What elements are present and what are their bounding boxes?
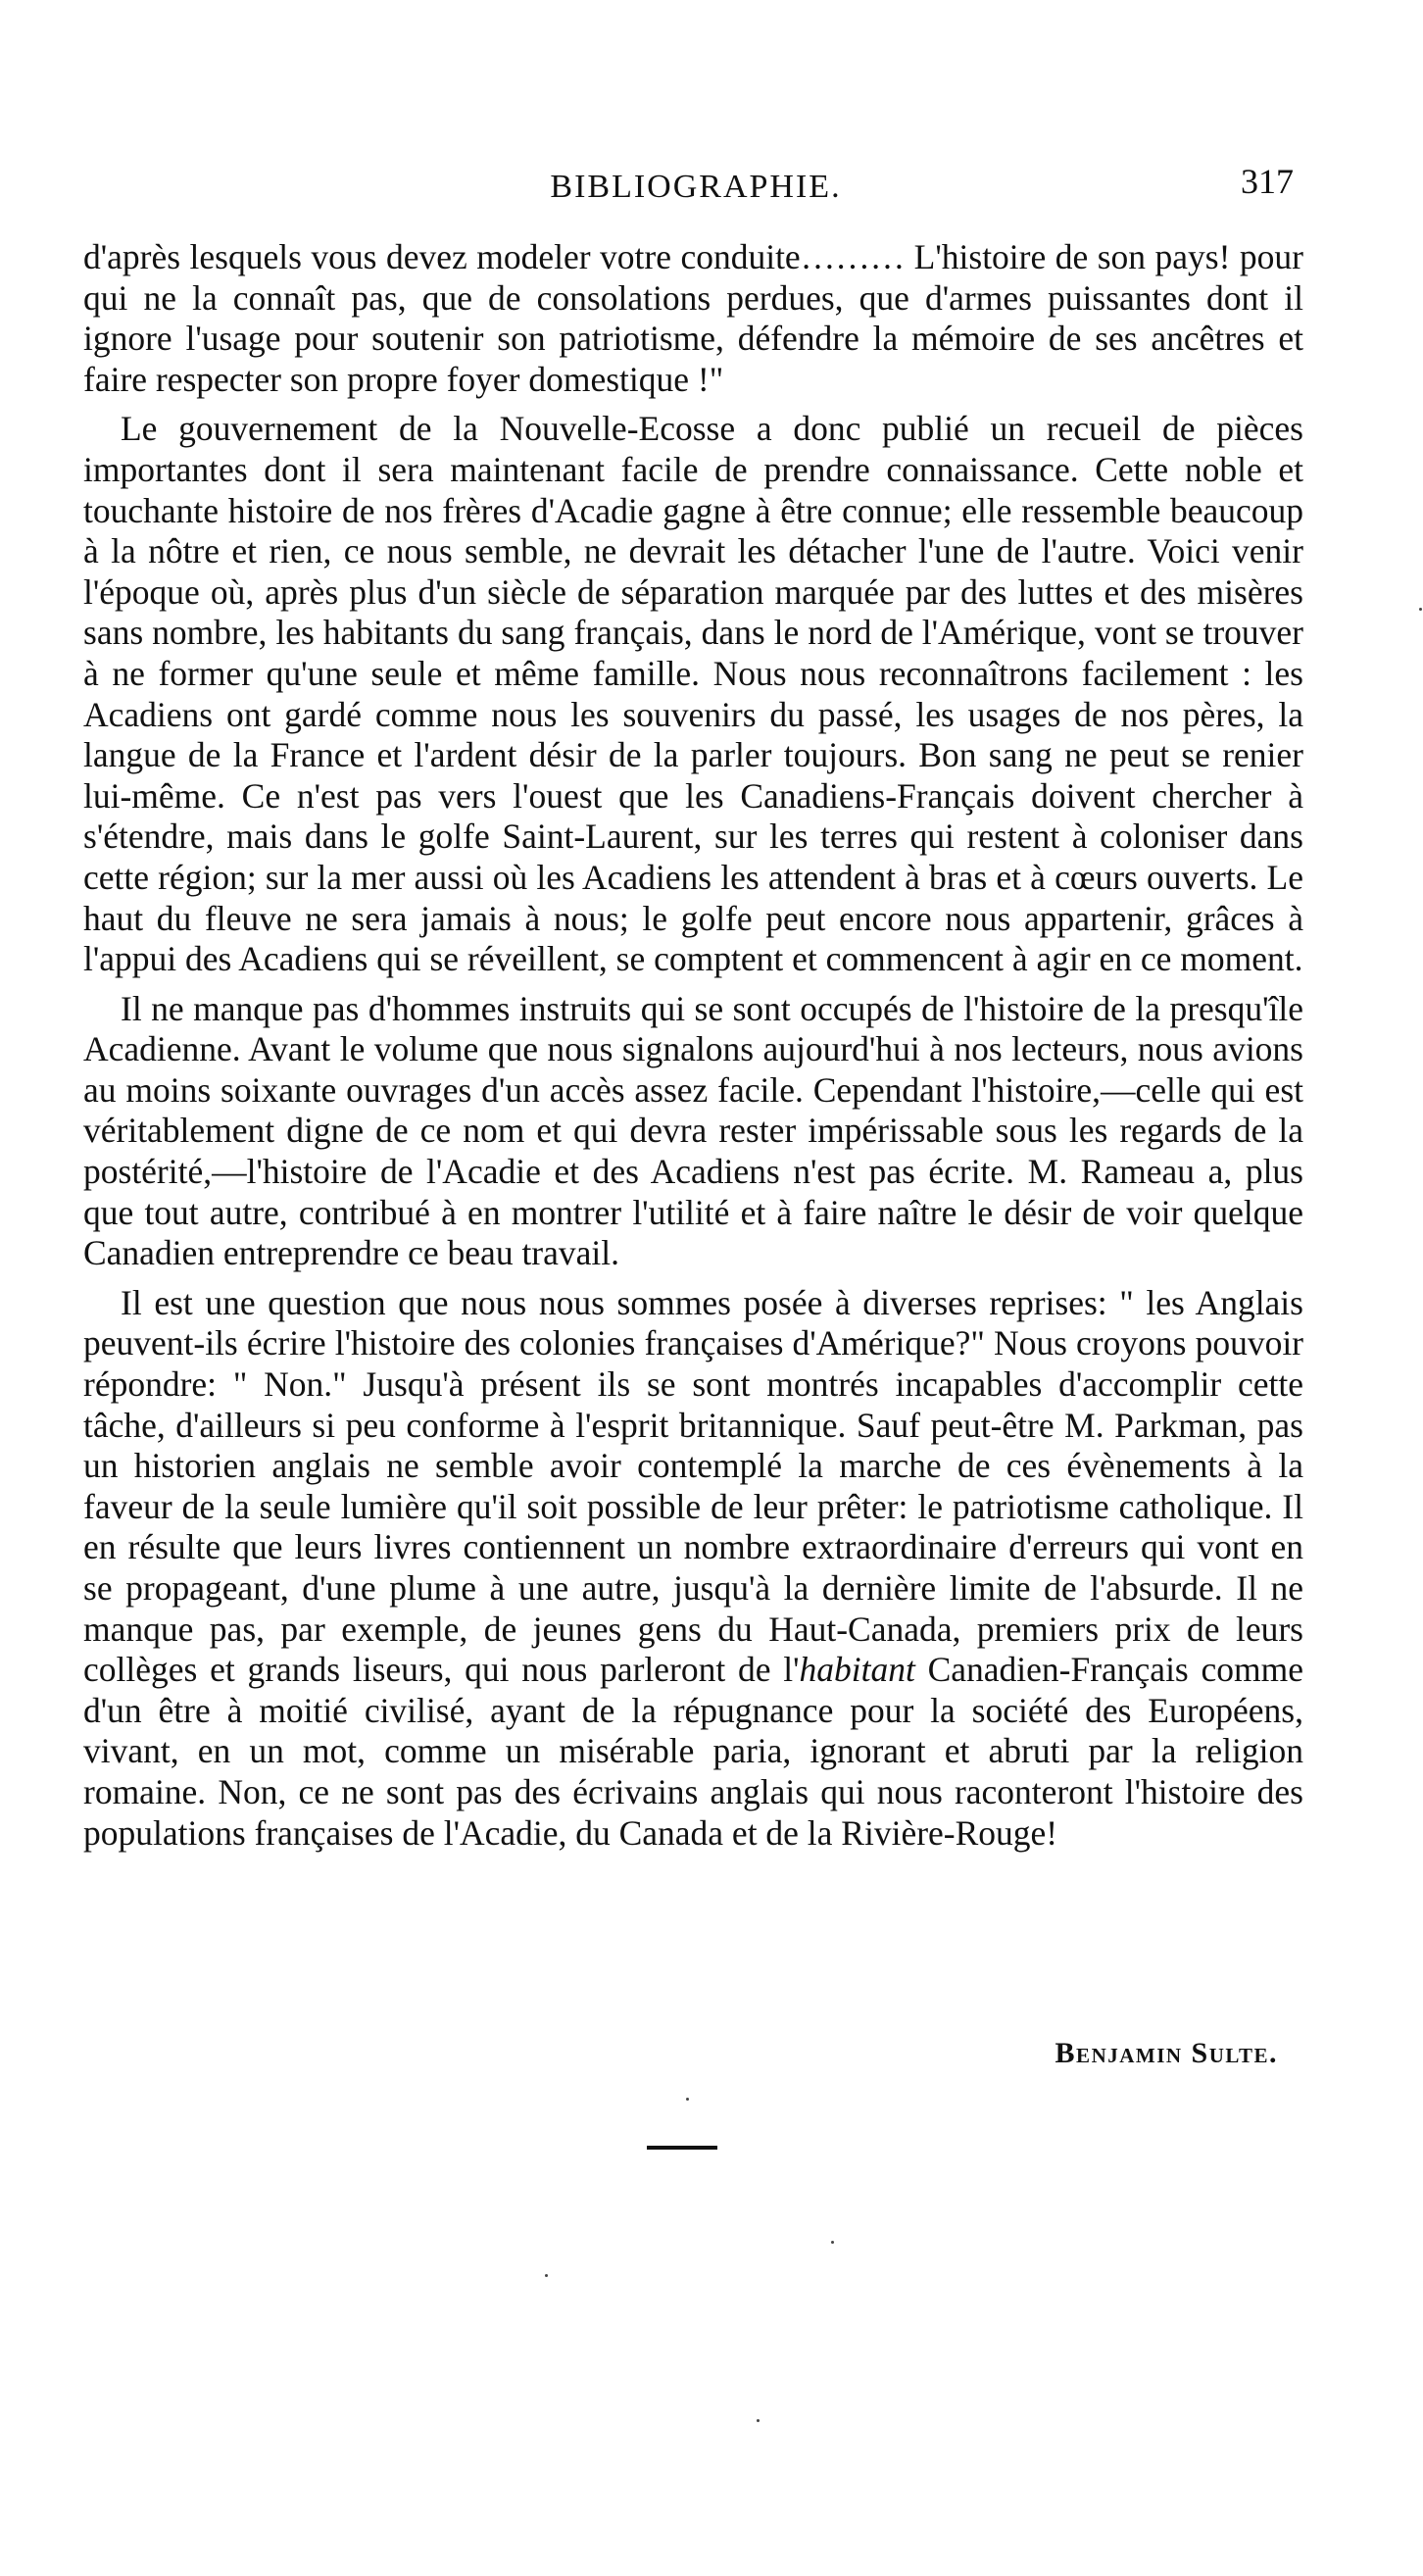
print-speck	[831, 2241, 834, 2244]
section-end-rule	[647, 2146, 717, 2150]
print-speck	[545, 2274, 548, 2277]
body-text	[83, 237, 1303, 1862]
paragraph-nouvelle-ecosse: Le gouvernement de la Nouvelle-Ecosse a donc publié un recueil de pièces importantes dont il sera maintenant facile de prendre connaissance. Cette noble et touchante histoire de nos frères d'Acadie gagne à être connue; elle ressemble beaucoup à la nôtre et rien, ce nous semble, ne devrait les détacher l'une de l'autre. Voici venir l'époque où, après plus d'un siècle de séparation marquée par des luttes et des misères sans nombre, les habitants du sang français, dans le nord de l'Amérique, vont se trouver à ne former qu'une seule et même famille. Nous nous reconnaîtrons facilement : les Acadiens ont gardé comme nous les souvenirs du passé, les usages de nos pères, la langue de la France et l'ardent désir de la parler toujours. Bon sang ne peut se renier lui-même. Ce n'est pas vers l'ouest que les Canadiens-Français doivent chercher à s'étendre, mais dans le golfe Saint-Laurent, sur les terres qui restent à coloniser dans cette région; sur la mer aussi où les Acadiens les attendent à bras et à cœurs ouverts. Le haut du fleuve ne sera jamais à nous; le golfe peut encore nous appartenir, grâces à l'appui des Acadiens qui se réveillent, se comptent et commencent à agir en ce moment.	[83, 409, 1303, 979]
print-speck	[686, 2098, 689, 2101]
paragraph-quote-end: d'après lesquels vous devez modeler votre conduite……… L'histoire de son pays! pour qui ne la connaît pas, que de consolations perdues, que d'armes puissantes dont il ignore l'usage pour soutenir son patriotisme, défendre la mémoire de ses ancêtres et faire respecter son propre foyer domestique !"	[83, 237, 1303, 399]
print-speck	[757, 2419, 760, 2422]
page-number: 317	[1241, 162, 1294, 201]
paragraph-question-anglais-part2: Canadien-Français comme d'un être à moitié civilisé, ayant de la répugnance pour la société des Européens, vivant, en un mot, comme un misérable paria, ignorant et abruti par la religion romaine. Non, ce ne sont pas des écrivains anglais qui nous raconteront l'histoire des populations françaises de l'Acadie, du Canada et de la Rivière-Rouge!	[83, 1650, 1303, 1853]
print-speck	[1419, 608, 1422, 611]
paragraph-presquile-acadienne: Il ne manque pas d'hommes instruits qui se sont occupés de l'histoire de la presqu'île Acadienne. Avant le volume que nous signalons aujourd'hui à nos lecteurs, nous avions au moins soixante ouvrages d'un accès assez facile. Cependant l'histoire,—celle qui est véritablement digne de ce nom et qui devra rester impérissable sous les regards de la postérité,—l'histoire de l'Acadie et des Acadiens n'est pas écrite. M. Rameau a, plus que tout autre, contribué à en montrer l'utilité et à faire naître le désir de voir quelque Canadien entreprendre ce beau travail.	[83, 988, 1303, 1273]
paragraph-question-anglais	[83, 1283, 1303, 1854]
running-head	[118, 162, 1294, 218]
running-title: BIBLIOGRAPHIE.	[550, 169, 842, 205]
emphasis-habitant: habitant	[799, 1650, 915, 1690]
paragraph-question-anglais-part1: Il est une question que nous nous sommes posée à diverses reprises: " les Anglais peuvent-ils écrire l'histoire des colonies françaises d'Amérique?" Nous croyons pouvoir répondre: " Non." Jusqu'à présent ils se sont montrés incapables d'accomplir cette tâche, d'ailleurs si peu conforme à l'esprit britannique. Sauf peut-être M. Parkman, pas un historien anglais ne semble avoir contemplé la marche de ces évènements à la faveur de la seule lumière qu'il soit possible de leur prêter: le patriotisme catholique. Il en résulte que leurs livres contiennent un nombre extraordinaire d'erreurs qui vont en se propageant, d'une plume à une autre, jusqu'à la dernière limite de l'absurde. Il ne manque pas, par exemple, de jeunes gens du Haut-Canada, premiers prix de leurs collèges et grands liseurs, qui nous parleront de l'	[83, 1282, 1303, 1690]
author-signature: Benjamin Sulte.	[1055, 2037, 1278, 2069]
